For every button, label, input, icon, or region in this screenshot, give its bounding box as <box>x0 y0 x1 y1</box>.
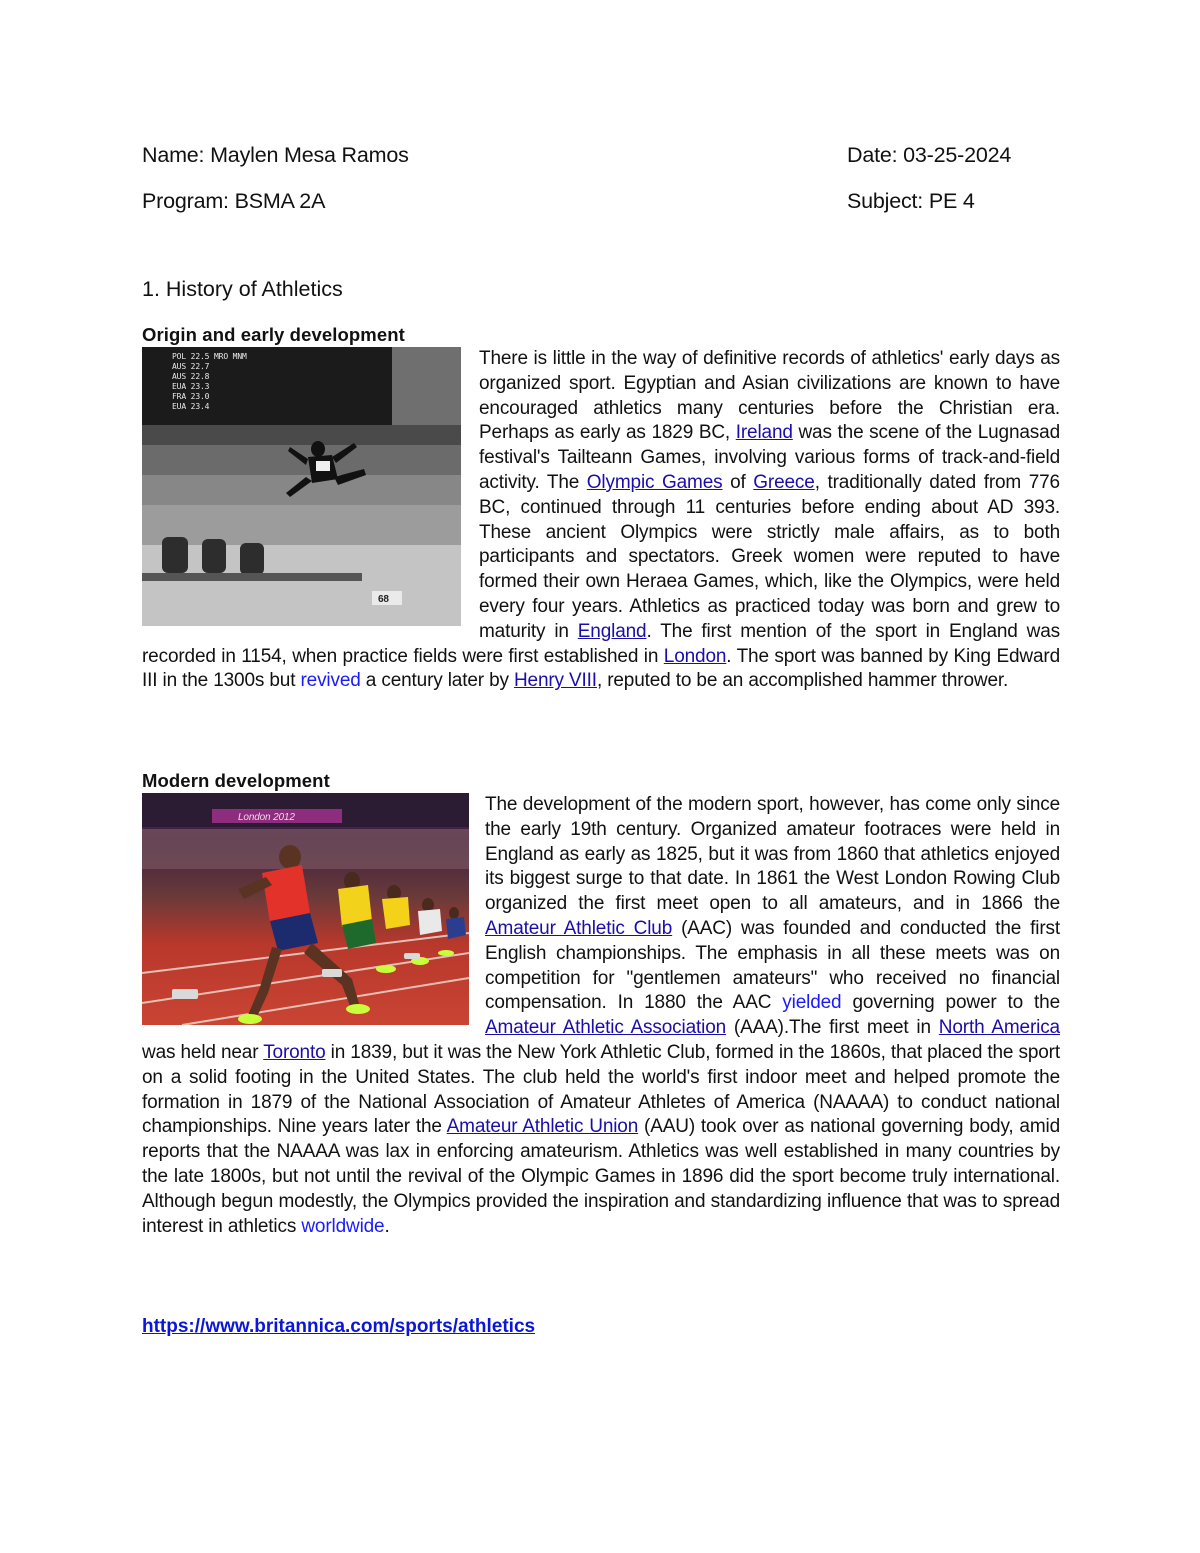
program: Program: BSMA 2A <box>142 189 326 213</box>
link-north-america[interactable]: North America <box>938 1017 1060 1039</box>
scoreboard-row: EUA 23.4 <box>172 402 210 411</box>
section-modern-body <box>142 793 1060 1239</box>
scoreboard-row: FRA 23.0 <box>172 392 210 401</box>
text-run: was the scene of the Lugnasad festival's Tailteann Games, involving various forms of track-and-field activity. The <box>479 422 1060 493</box>
link-amateur-athletic-association[interactable]: Amateur Athletic Association <box>485 1017 727 1039</box>
scoreboard-row: AUS 22.8 <box>172 372 210 381</box>
text-run: , reputed to be an accomplished hammer thrower. <box>596 670 1009 692</box>
link-amateur-athletic-union[interactable]: Amateur Athletic Union <box>446 1116 639 1138</box>
page-heading: 1. History of Athletics <box>142 277 343 301</box>
bib-number: 68 <box>378 594 389 605</box>
term-worldwide[interactable]: worldwide <box>301 1215 385 1237</box>
section-title-origin: Origin and early development <box>142 324 405 345</box>
term-yielded[interactable]: yielded <box>782 992 842 1014</box>
scoreboard-row: POL 22.5 MRO MNM <box>172 352 247 361</box>
link-london[interactable]: London <box>663 645 727 667</box>
text-run: in 1839, but it was the New York Athletic Club, formed in the 1860s, that placed the sport on a solid footing in the United States. The club held the world's first indoor meet and helped promote the formation in 1879 of the National Association of Amateur Athletes of America (NAAAA) to conduct national championships. Nine years later the <box>142 1041 1060 1138</box>
term-revived[interactable]: revived <box>300 670 361 692</box>
text-run: The development of the modern sport, however, has come only since the early 19th century. Organized amateur footraces were held in England as early as 1825, but it was from 1860 that athletics enjoyed its biggest surge to that date. In 1861 the West London Rowing Club organized the first meet open to all amateurs, and in 1866 the <box>485 794 1060 915</box>
text-run: governing power to the <box>841 992 1061 1014</box>
scoreboard-row: EUA 23.3 <box>172 382 210 391</box>
text-run: of <box>722 471 754 493</box>
link-greece[interactable]: Greece <box>753 471 815 493</box>
link-england[interactable]: England <box>577 620 647 642</box>
sprint-start-photo <box>142 793 469 1025</box>
scoreboard-row: AUS 22.7 <box>172 362 210 371</box>
student-name: Name: Maylen Mesa Ramos <box>142 143 409 167</box>
link-ireland[interactable]: Ireland <box>735 422 793 444</box>
long-jump-photo <box>142 347 461 626</box>
sprint-start-image <box>142 793 469 1025</box>
text-run: a century later by <box>360 670 514 692</box>
subject: Subject: PE 4 <box>847 189 975 213</box>
section-origin-body <box>142 347 1060 694</box>
banner-text: London 2012 <box>238 812 295 823</box>
section-title-modern: Modern development <box>142 770 330 791</box>
text-run: There is little in the way of definitive records of athletics' early days as organized sport. Egyptian and Asian civilizations are known to have encouraged athletics many centuries before the Christian era. Perhaps as early as 1829 BC, <box>479 348 1060 444</box>
text-run: . The sport was banned by King Edward III in the 1300s but <box>142 645 1060 692</box>
source-line <box>142 1316 535 1338</box>
date: Date: 03-25-2024 <box>847 143 1012 167</box>
link-henry-viii[interactable]: Henry VIII <box>513 670 597 692</box>
text-run: . The first mention of the sport in England was recorded in 1154, when practice fields were first established in <box>142 620 1060 667</box>
text-run: , traditionally dated from 776 BC, continued through 11 centuries before ending about AD 393. These ancient Olympics were strictly male affairs, as to both participants and spectators. Greek women were reputed to have formed their own Heraea Games, which, like the Olympics, were held every four years. Athletics as practiced today was born and grew to maturity in <box>479 471 1060 642</box>
link-amateur-athletic-club[interactable]: Amateur Athletic Club <box>485 917 673 939</box>
text-run: . <box>384 1215 390 1237</box>
source-link[interactable]: https://www.britannica.com/sports/athletics <box>142 1316 536 1337</box>
long-jump-image <box>142 347 461 626</box>
text-run: (AAU) took over as national governing body, amid reports that the NAAAA was lax in enforcing amateurism. Athletics was well established in many countries by the late 1800s, but not until the revival of the Olympic Games in 1896 did the sport become truly international. Although begun modestly, the Olympics provided the inspiration and standardizing influence that was to spread interest in athletics <box>142 1116 1060 1237</box>
link-toronto[interactable]: Toronto <box>263 1041 326 1063</box>
link-olympic-games[interactable]: Olympic Games <box>586 471 723 493</box>
text-run: (AAA).The first meet in <box>726 1017 939 1039</box>
text-run: (AAC) was founded and conducted the first English championships. The emphasis in all these meets was on competition for "gentlemen amateurs" who received no financial compensation. In 1880 the AAC <box>485 917 1060 1014</box>
text-run: was held near <box>142 1041 264 1063</box>
